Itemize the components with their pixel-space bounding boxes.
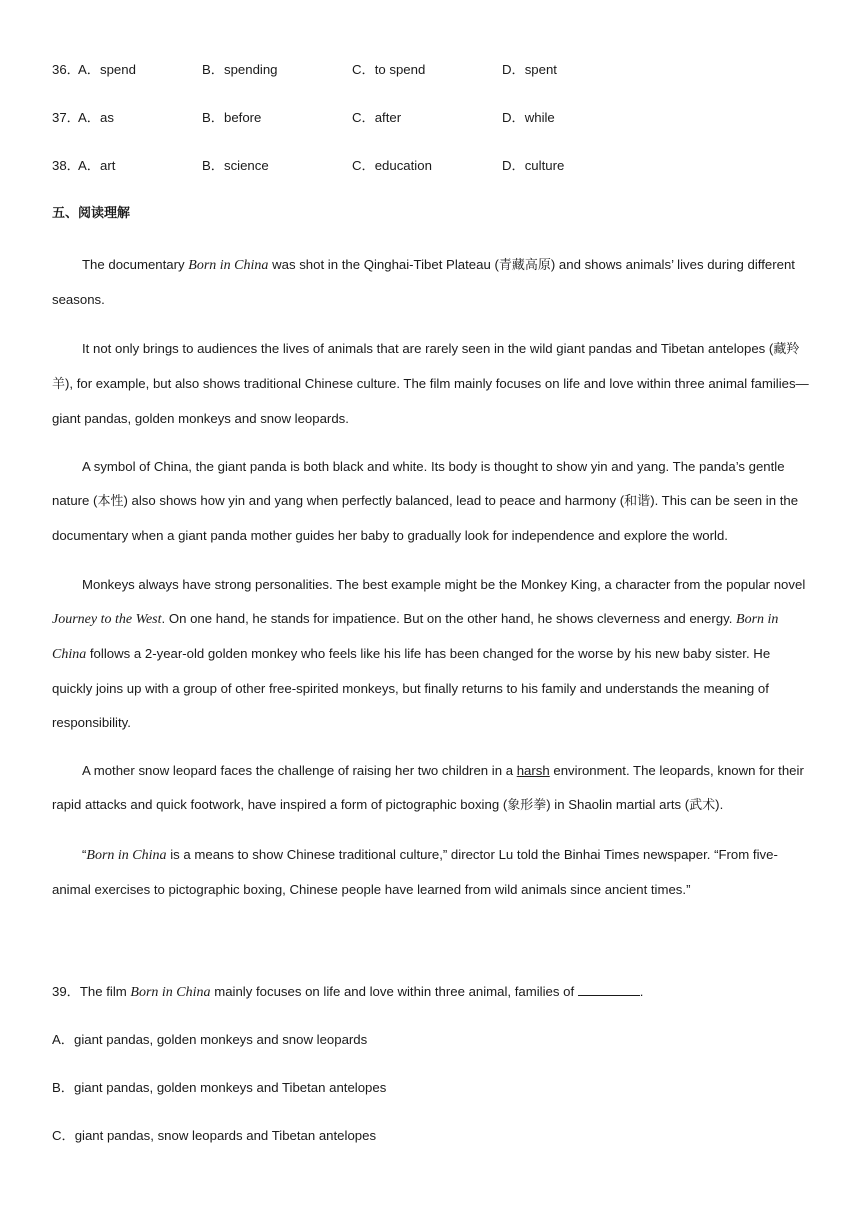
- passage-paragraph-2: It not only brings to audiences the lives of animals that are rarely seen in the wild giant pandas and Tibetan antelopes (藏羚羊), for example, but also shows traditional Chinese culture. The film mainly focuses on life and love within three animal families—giant pandas, golden monkeys and snow leopards.: [52, 340, 809, 426]
- question-number: 39．: [52, 984, 80, 999]
- option-c: C．to spend: [352, 62, 426, 77]
- option-b: B．spending: [202, 62, 278, 77]
- option-c: C．education: [352, 158, 432, 173]
- question-39: 39．The film Born in China mainly focuses on life and love within three animal, families of .: [52, 984, 644, 1000]
- option-b: B．science: [202, 158, 269, 173]
- answer-blank: [578, 983, 640, 996]
- novel-title: Journey to the West: [52, 611, 162, 627]
- option-c: C．after: [352, 110, 402, 125]
- film-title: Born in China: [188, 258, 269, 273]
- option-a: A．spend: [78, 62, 136, 77]
- chinese-gloss: 和谐: [624, 494, 651, 509]
- question-number: 37．: [52, 110, 80, 125]
- chinese-gloss: 象形拳: [507, 798, 547, 813]
- question-number: 36．: [52, 62, 80, 77]
- chinese-gloss: 青藏高原: [498, 258, 551, 273]
- option-a: A．as: [78, 110, 114, 125]
- chinese-gloss: 本性: [97, 494, 124, 509]
- option-d: D．while: [502, 110, 555, 125]
- passage-paragraph-5: A mother snow leopard faces the challenge of raising her two children in a harsh environment. The leopards, known for their rapid attacks and quick footwork, have inspired a form of pictographic boxing (象形拳) in Shaolin martial arts (武术).: [52, 763, 804, 813]
- option-d: D．culture: [502, 158, 565, 173]
- option-b: B．before: [202, 110, 262, 125]
- chinese-gloss: 武术: [689, 798, 716, 813]
- film-title: Born in China: [86, 847, 167, 863]
- film-title: Born in China: [130, 985, 211, 1000]
- passage-paragraph-3: A symbol of China, the giant panda is both black and white. Its body is thought to show yin and yang. The panda’s gentle nature (本性) also shows how yin and yang when perfectly balanced, lead to peace and harmony (和谐). This can be seen in the documentary when a giant panda mother guides her baby to gradually look for independence and explore the world.: [52, 459, 799, 543]
- underlined-word: harsh: [516, 763, 550, 778]
- choice-c: C．giant pandas, snow leopards and Tibetan antelopes: [52, 1128, 377, 1143]
- option-d: D．spent: [502, 62, 557, 77]
- choice-a: A．giant pandas, golden monkeys and snow leopards: [52, 1032, 368, 1047]
- passage-paragraph-1: The documentary Born in China was shot in the Qinghai-Tibet Plateau (青藏高原) and shows animals’ lives during different seasons.: [52, 257, 795, 307]
- passage-paragraph-4: Monkeys always have strong personalities. The best example might be the Monkey King, a character from the popular novel Journey to the West. On one hand, he stands for impatience. But on the other hand, he shows cleverness and energy. Born in China follows a 2-year-old golden monkey who feels like his life has been changed for the worse by his new baby sister. He quickly joins up with a group of other free-spirited monkeys, but finally returns to his family and understands the meaning of responsibility.: [52, 576, 806, 730]
- option-a: A．art: [78, 158, 116, 173]
- question-number: 38．: [52, 158, 80, 173]
- film-title: Born in China: [52, 611, 779, 662]
- chinese-gloss: 藏羚羊: [52, 341, 800, 392]
- choice-b: B．giant pandas, golden monkeys and Tibetan antelopes: [52, 1080, 387, 1095]
- passage-paragraph-6: “Born in China is a means to show Chinese traditional culture,” director Lu told the Binhai Times newspaper. “From five-animal exercises to pictographic boxing, Chinese people have learned from wild animals since ancient times.”: [52, 846, 778, 897]
- section-heading: 五、阅读理解: [52, 206, 131, 221]
- reading-passage: [52, 248, 812, 921]
